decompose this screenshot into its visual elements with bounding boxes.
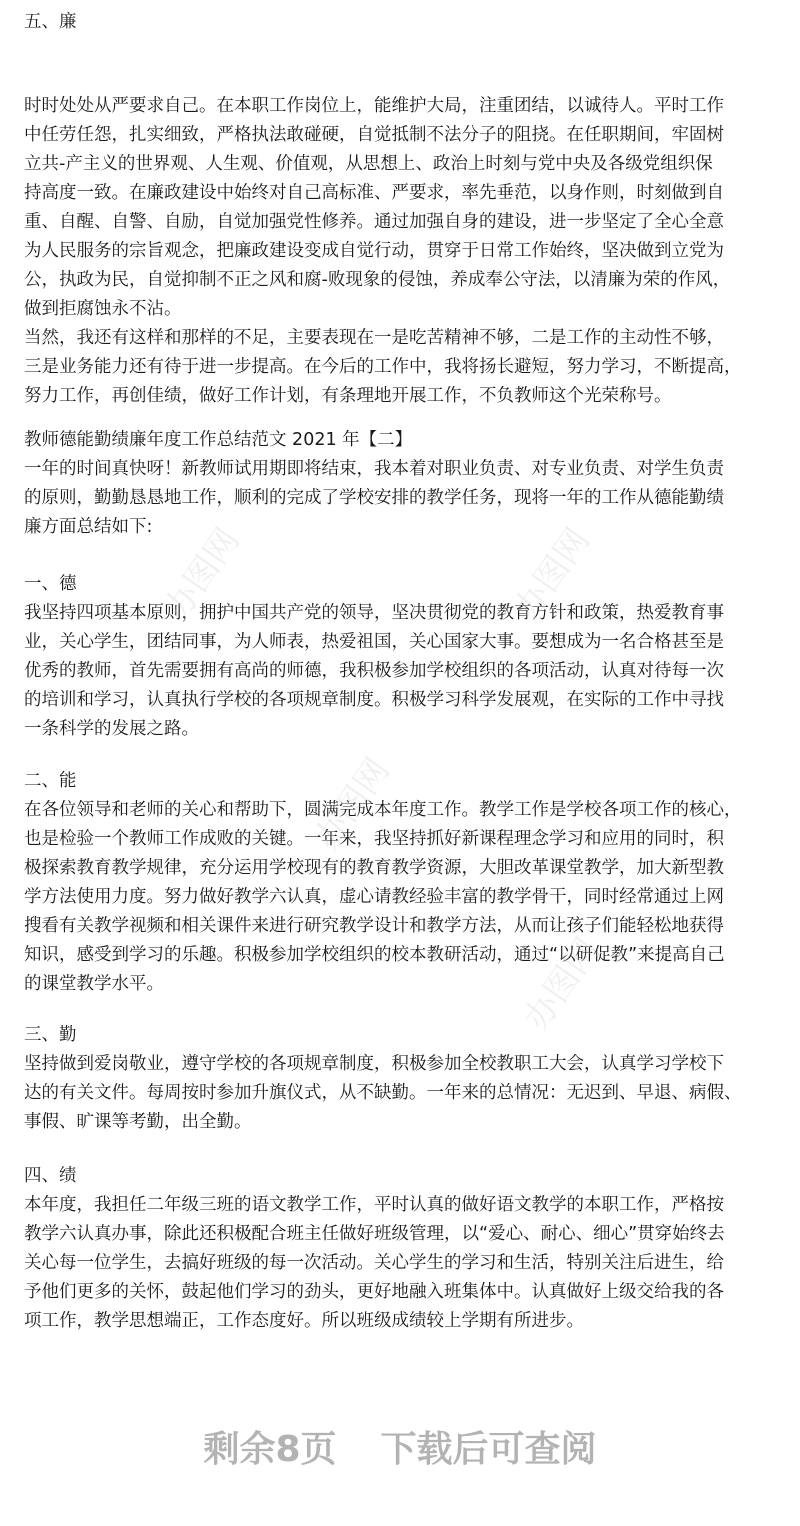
paragraph-line: 关心每一位学生，去搞好班级的每一次活动。关心学生的学习和生活，特别关注后进生，给: [24, 1253, 724, 1273]
remaining-pages-text: 剩余8页: [203, 1429, 337, 1470]
paragraph-line: 优秀的教师，首先需要拥有高尚的师德，我积极参加学校组织的各项活动，认真对待每一次: [24, 661, 724, 681]
paragraph-line: 知识，感受到学习的乐趣。积极参加学校组织的校本教研活动，通过“以研促教”来提高自己: [24, 945, 725, 965]
watermark: 办图网: [516, 931, 608, 1038]
paragraph-line: 公，执政为民，自觉抑制不正之风和腐-败现象的侵蚀，养成奉公守法，以清廉为荣的作风，: [24, 270, 731, 290]
paragraph-line: 搜看有关教学视频和相关课件来进行研究教学设计和教学方法，从而让孩子们能轻松地获得: [24, 916, 724, 936]
paragraph-line: 学方法使用力度。努力做好教学六认真，虚心请教经验丰富的教学骨干，同时经常通过上网: [24, 887, 724, 907]
section-ji: [24, 1162, 780, 1336]
section-heading-ji: 四、绩: [24, 1166, 77, 1186]
paragraph-line: 项工作，教学思想端正，工作态度好。所以班级成绩较上学期有所进步。: [24, 1311, 584, 1331]
section-de: [24, 570, 780, 744]
paragraph-line: 廉方面总结如下:: [24, 517, 153, 537]
paragraph-line: 极探索教育教学规律，充分运用学校现有的教育教学资源，大胆改革课堂教学，加大新型教: [24, 858, 724, 878]
paragraph-line: 在各位领导和老师的关心和帮助下，圆满完成本年度工作。教学工作是学校各项工作的核心，: [24, 800, 742, 820]
section-heading-lian: 五、廉: [24, 12, 77, 32]
article-two: [24, 426, 780, 542]
paragraph-line: 做到拒腐蚀永不沾。: [24, 299, 182, 319]
paragraph-line: 重、自醒、自警、自励，自觉加强党性修养。通过加强自身的建设，进一步坚定了全心全意: [24, 212, 724, 232]
section-heading-neng: 二、能: [24, 771, 77, 791]
paragraph-line: 为人民服务的宗旨观念，把廉政建设变成自觉行动，贯穿于日常工作始终，坚决做到立党为: [24, 241, 724, 261]
watermark: 办图网: [306, 751, 398, 858]
paragraph-line: 坚持做到爱岗敬业，遵守学校的各项规章制度，积极参加全校教职工大会，认真学习学校下: [24, 1054, 724, 1074]
section-neng: [24, 767, 780, 999]
paragraph-line: 一条科学的发展之路。: [24, 719, 199, 739]
paragraph-line: 予他们更多的关怀，鼓起他们学习的劲头，更好地融入班集体中。认真做好上级交给我的各: [24, 1282, 724, 1302]
paragraph-line: 持高度一致。在廉政建设中始终对自己高标准、严要求，率先垂范，以身作则，时刻做到自: [24, 183, 724, 203]
paragraph-line: 时时处处从严要求自己。在本职工作岗位上，能维护大局，注重团结，以诚待人。平时工作: [24, 96, 724, 116]
paragraph-line: 事假、旷课等考勤，出全勤。: [24, 1112, 252, 1132]
watermark: 办图网: [506, 521, 598, 628]
paragraph-line: 教学六认真办事，除此还积极配合班主任做好班级管理，以“爱心、耐心、细心”贯穿始终去: [24, 1224, 725, 1244]
section-heading-qin: 三、勤: [24, 1025, 77, 1045]
paragraph-line: 中任劳任怨，扎实细致，严格执法敢碰硬，自觉抵制不法分子的阻挠。在任职期间，牢固树: [24, 125, 724, 145]
paragraph-line: 本年度，我担任二年级三班的语文教学工作，平时认真的做好语文教学的本职工作，严格按: [24, 1195, 724, 1215]
paragraph-line: 也是检验一个教师工作成败的关键。一年来，我坚持抓好新课程理念学习和应用的同时，积: [24, 829, 724, 849]
paragraph-line: 努力工作，再创佳绩，做好工作计划，有条理地开展工作，不负教师这个光荣称号。: [24, 386, 672, 406]
paragraph-line: 一年的时间真快呀！新教师试用期即将结束，我本着对职业负责、对专业负责、对学生负责: [24, 459, 724, 479]
paragraph-line: 业，关心学生，团结同事，为人师表，热爱祖国，关心国家大事。要想成为一名合格甚至是: [24, 632, 724, 652]
paragraph-line: 三是业务能力还有待于进一步提高。在今后的工作中，我将扬长避短，努力学习，不断提高，: [24, 357, 742, 377]
paragraph-line: 的课堂教学水平。: [24, 974, 164, 994]
paragraph-line: 立共-产主义的世界观、人生观、价值观，从思想上、政治上时刻与党中央及各级党组织保: [24, 154, 713, 174]
paragraph-line: 当然，我还有这样和那样的不足，主要表现在一是吃苦精神不够，二是工作的主动性不够，: [24, 328, 724, 348]
section-lian-body: [24, 92, 780, 411]
download-banner[interactable]: [0, 1420, 800, 1480]
paragraph-line: 的原则，勤勤恳恳地工作，顺利的完成了学校安排的教学任务，现将一年的工作从德能勤绩: [24, 488, 724, 508]
paragraph-line: 达的有关文件。每周按时参加升旗仪式，从不缺勤。一年来的总情况：无迟到、早退、病假、: [24, 1083, 742, 1103]
section-qin: [24, 1021, 780, 1137]
watermark: 办图网: [156, 521, 248, 628]
article-title: 教师德能勤绩廉年度工作总结范文 2021 年【二】: [24, 430, 413, 450]
paragraph-line: 的培训和学习，认真执行学校的各项规章制度。积极学习科学发展观，在实际的工作中寻找: [24, 690, 724, 710]
section-heading-de: 一、德: [24, 574, 77, 594]
paragraph-line: 我坚持四项基本原则，拥护中国共产党的领导，坚决贯彻党的教育方针和政策，热爱教育事: [24, 603, 724, 623]
download-to-view-text[interactable]: 下载后可查阅: [380, 1429, 597, 1470]
